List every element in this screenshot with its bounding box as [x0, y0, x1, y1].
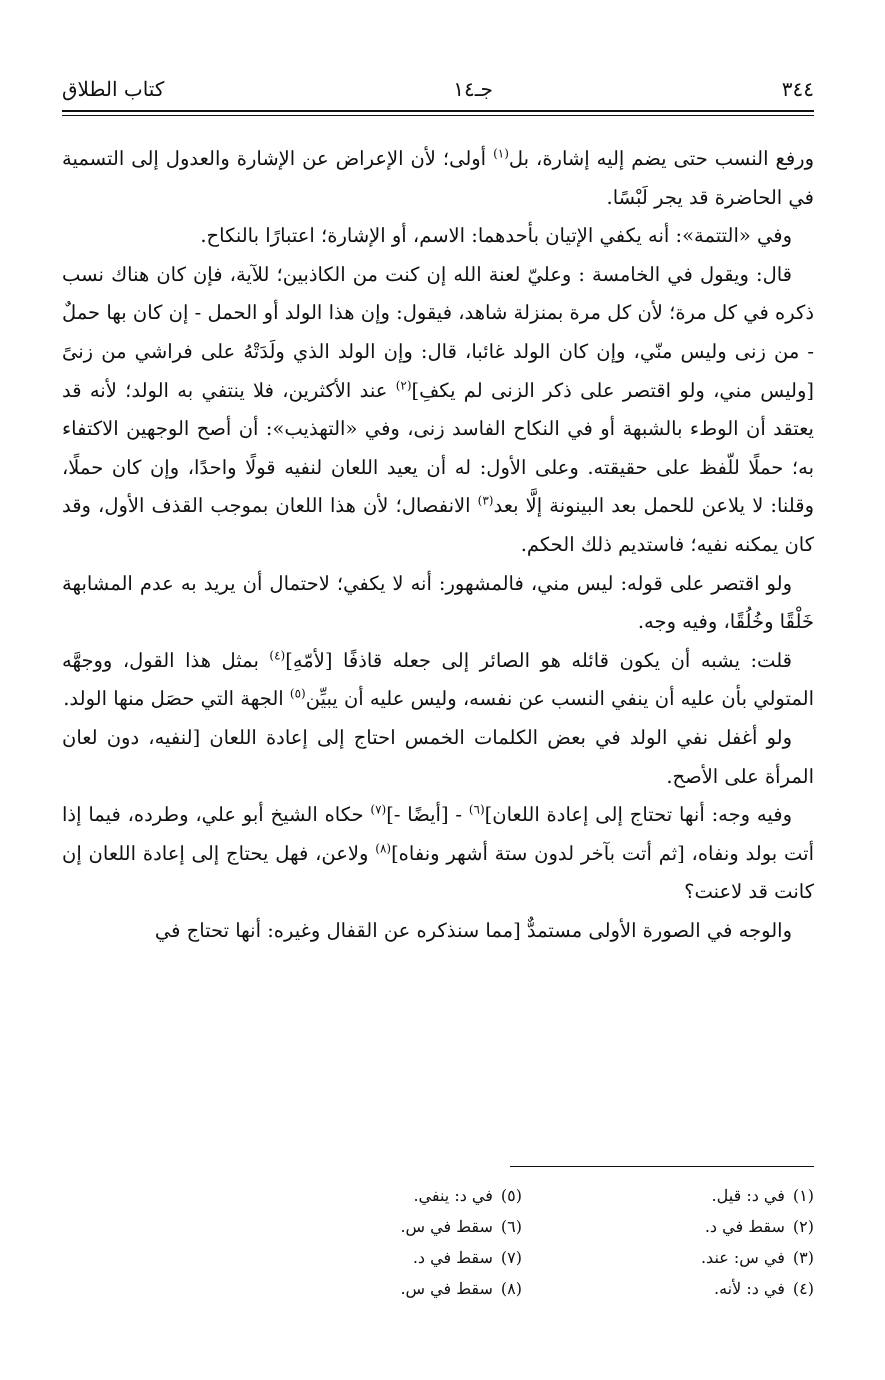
- paragraph-text: أولى؛ لأن الإعراض عن الإشارة والعدول إلى التسمية في الحاضرة قد يجر لَبْسًا.: [62, 147, 814, 209]
- paragraph: [62, 796, 814, 912]
- footnote-ref: (٨): [375, 841, 392, 856]
- paragraph-text: الانفصال؛ لأن هذا اللعان بموجب القذف الأول، وقد كان يمكنه نفيه؛ فاستديم ذلك الحكم.: [62, 494, 814, 556]
- paragraph-text: وفي «التتمة»: أنه يكفي الإتيان بأحدهما: الاسم، أو الإشارة؛ اعتبارًا بالنكاح.: [200, 224, 792, 248]
- paragraph: [62, 642, 814, 719]
- footnote-text: في د: ينفي.: [413, 1186, 493, 1205]
- footnote-ref: (١): [493, 146, 509, 161]
- paragraph: [62, 140, 814, 217]
- footnote-item: [230, 1211, 522, 1242]
- footnote-item: [522, 1273, 814, 1304]
- footnote-text: سقط في د.: [704, 1217, 785, 1236]
- book-title: كتاب الطلاق: [62, 77, 165, 101]
- page-number: ٣٤٤: [781, 77, 814, 101]
- footnote-text: سقط في س.: [400, 1279, 493, 1298]
- footnotes-left-column: [230, 1180, 522, 1320]
- footnote-number: (٦): [500, 1217, 522, 1236]
- footnote-item: [230, 1180, 522, 1211]
- volume-number: جـ١٤: [453, 77, 493, 101]
- footnote-item: [522, 1242, 814, 1273]
- paragraph: [62, 719, 814, 796]
- footnote-text: سقط في د.: [412, 1248, 493, 1267]
- header-rule-thick: [62, 110, 814, 112]
- paragraph-text: قلت: يشبه أن يكون قائله هو الصائر إلى جعله قاذفًا [لأمّهِ]: [285, 648, 792, 672]
- footnote-ref: (٣): [477, 493, 494, 508]
- footnote-number: (٢): [792, 1217, 814, 1236]
- paragraph-text: عند الأكثرين، فلا ينتفي به الولد؛ لأنه قد يعتقد أن الوطء بالشبهة أو في النكاح الفاسد زنى، وفي «التهذيب»: أن أصح الوجهين الاكتفاء به؛ حملًا للّفظ على حقيقته. وعلى الأول: له أن يعيد اللعان لنفيه قولًا واحدًا، وإن كان حملًا، وقلنا: لا يلاعن للحمل بعد البينونة إلَّا بعد: [62, 378, 814, 518]
- footnote-number: (٣): [792, 1248, 814, 1267]
- footnote-text: في د: لأنه.: [713, 1279, 785, 1298]
- footnote-ref: (٢): [395, 378, 412, 393]
- paragraph: [62, 217, 814, 256]
- paragraph: [62, 565, 814, 642]
- footnote-item: [522, 1180, 814, 1211]
- paragraph: [62, 256, 814, 565]
- footnote-text: في د: قيل.: [711, 1186, 785, 1205]
- paragraph-text: بمثل هذا القول، ووجهَّه المتولي بأن عليه أن ينفي النسب عن نفسه، وليس عليه أن يبيِّن: [62, 648, 814, 711]
- paragraph-text: ولاعن، فهل يحتاج إلى إعادة اللعان إن كانت قد لاعنت؟: [62, 841, 814, 904]
- footnotes: [230, 1180, 814, 1320]
- paragraph-text: ولو أغفل نفي الولد في بعض الكلمات الخمس احتاج إلى إعادة اللعان [لنفيه، دون لعان المرأة على الأصح.: [62, 725, 814, 788]
- paragraph-text: الجهة التي حصَل منها الولد.: [63, 687, 290, 711]
- footnote-text: سقط في س.: [400, 1217, 493, 1236]
- main-text: [62, 140, 814, 950]
- footnote-number: (٥): [500, 1186, 522, 1205]
- footnote-ref: (٦): [468, 802, 485, 817]
- paragraph: [62, 912, 814, 951]
- footnote-ref: (٧): [370, 802, 387, 817]
- page-header: [62, 72, 814, 106]
- paragraph-text: - [أيضًا -]: [386, 803, 469, 827]
- footnote-text: في س: عند.: [700, 1248, 785, 1267]
- paragraph-text: قال: ويقول في الخامسة : وعليّ لعنة الله إن كنت من الكاذبين؛ للآية، فإن كان هناك نسب ذكره في كل مرة؛ لأن كل مرة بمنزلة شاهد، فيقول: وإن هذا الولد أو الحمل - إن كان بها حملٌ - من زنى وليس منّي، وإن كان الولد غائبا، قال: وإن الولد الذي ولَدَتْهُ على فراشي من زنىً [وليس مني، ولو اقتصر على ذكر الزنى لم يكفِ]: [62, 262, 814, 402]
- footnote-number: (١): [792, 1186, 814, 1205]
- paragraph-text: والوجه في الصورة الأولى مستمدٌّ [مما سنذكره عن القفال وغيره: أنها تحتاج في: [154, 918, 792, 942]
- footnote-number: (٨): [500, 1279, 522, 1298]
- header-rule-thin: [62, 115, 814, 116]
- paragraph-text: وفيه وجه: أنها تحتاج إلى إعادة اللعان]: [484, 803, 792, 827]
- footnote-item: [230, 1273, 522, 1304]
- paragraph-text: حكاه الشيخ أبو علي، وطرده، فيما إذا أتت بولد ونفاه، [ثم أتت بآخر لدون ستة أشهر ونفاه]: [62, 803, 814, 865]
- footnote-separator: [510, 1166, 814, 1167]
- paragraph-text: ورفع النسب حتى يضم إليه إشارة، بل: [508, 147, 814, 170]
- paragraph-text: ولو اقتصر على قوله: ليس مني، فالمشهور: أنه لا يكفي؛ لاحتمال أن يريد به عدم المشابهة خَلْقًا وخُلُقًا، وفيه وجه.: [62, 571, 814, 634]
- footnote-number: (٧): [500, 1248, 522, 1267]
- footnote-ref: (٤): [269, 648, 286, 663]
- footnote-item: [522, 1211, 814, 1242]
- footnotes-right-column: [522, 1180, 814, 1320]
- footnote-number: (٤): [792, 1279, 814, 1298]
- footnote-item: [230, 1242, 522, 1273]
- footnote-ref: (٥): [289, 686, 306, 701]
